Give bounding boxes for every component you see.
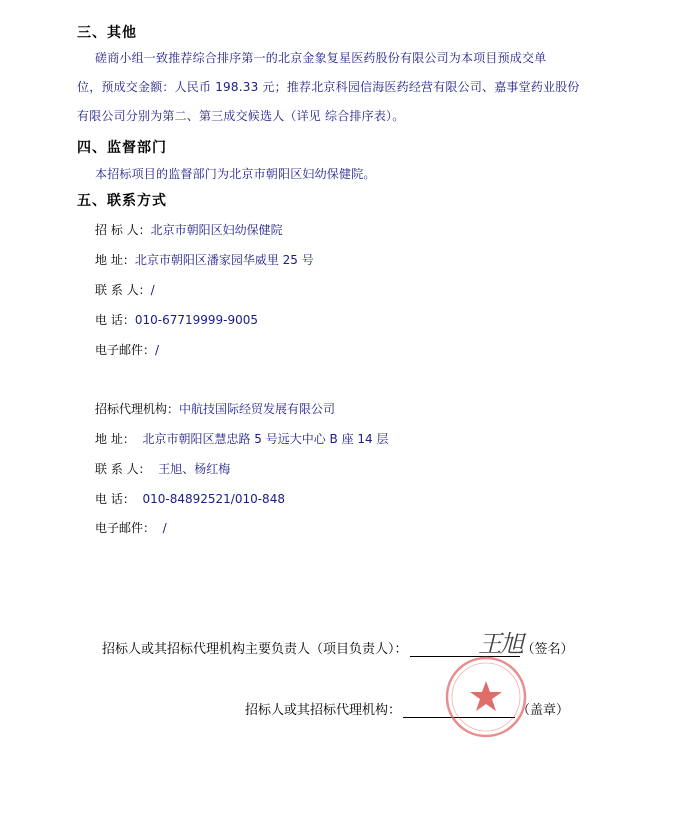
contact-label: 电 话： xyxy=(95,492,135,506)
contact-value: 北京市朝阳区妇幼保健院 xyxy=(150,223,283,237)
contact-value: 010-67719999-9005 xyxy=(134,313,259,327)
signature-suffix: （签名） xyxy=(521,642,574,657)
contact-label: 电 话： xyxy=(95,313,135,327)
contact-row-address xyxy=(95,251,314,268)
contact-label: 招标代理机构： xyxy=(95,402,180,416)
agency-row-address xyxy=(95,430,389,447)
signature-label: 招标人或其招标代理机构主要负责人（项目负责人）： xyxy=(102,642,408,657)
paragraph-line: 位，预成交金额：人民币 198.33 元；推荐北京科园信海医药经营有限公司、嘉事堂药业股份 xyxy=(77,80,580,94)
contact-value: 中航技国际经贸发展有限公司 xyxy=(179,402,336,416)
contact-row-phone xyxy=(95,311,258,328)
contact-label: 地 址： xyxy=(95,253,135,267)
contact-row-tenderer xyxy=(95,221,283,238)
stamp-suffix: （盖章） xyxy=(517,703,570,718)
contact-label: 招 标 人： xyxy=(95,223,151,237)
paragraph-line: 磋商小组一致推荐综合排序第一的北京金象复星医药股份有限公司为本项目预成交单 xyxy=(95,51,547,65)
agency-row-name xyxy=(95,400,335,417)
contact-label: 地 址： xyxy=(95,432,135,446)
paragraph-line: 有限公司分别为第二、第三成交候选人（详见 综合排序表）。 xyxy=(77,109,405,123)
supervision-text: 本招标项目的监督部门为北京市朝阳区妇幼保健院。 xyxy=(95,167,376,181)
company-seal-icon xyxy=(444,655,528,739)
agency-row-email xyxy=(95,519,167,536)
section-heading-other: 三、其他 xyxy=(77,25,137,41)
contact-value: / xyxy=(162,521,167,535)
contact-row-person xyxy=(95,281,155,298)
contact-value: 北京市朝阳区慧忠路 5 号远大中心 B 座 14 层 xyxy=(142,432,389,446)
agency-row-phone xyxy=(95,490,285,507)
stamp-label: 招标人或其招标代理机构： xyxy=(245,703,402,718)
contact-value: / xyxy=(150,283,155,297)
section-heading-contact: 五、联系方式 xyxy=(77,193,167,209)
section-heading-supervision: 四、监督部门 xyxy=(77,140,167,156)
handwritten-signature: 王旭 xyxy=(478,630,522,658)
contact-row-email xyxy=(95,341,159,358)
contact-value: 王旭、杨红梅 xyxy=(158,462,231,476)
contact-value: 010-84892521/010-848 xyxy=(142,492,285,506)
agency-row-person xyxy=(95,460,230,477)
contact-value: / xyxy=(155,343,160,357)
contact-label: 联 系 人： xyxy=(95,283,151,297)
contact-label: 联 系 人： xyxy=(95,462,151,476)
contact-value: 北京市朝阳区潘家园华威里 25 号 xyxy=(134,253,314,267)
contact-label: 电子邮件： xyxy=(95,521,156,535)
contact-label: 电子邮件： xyxy=(95,343,156,357)
